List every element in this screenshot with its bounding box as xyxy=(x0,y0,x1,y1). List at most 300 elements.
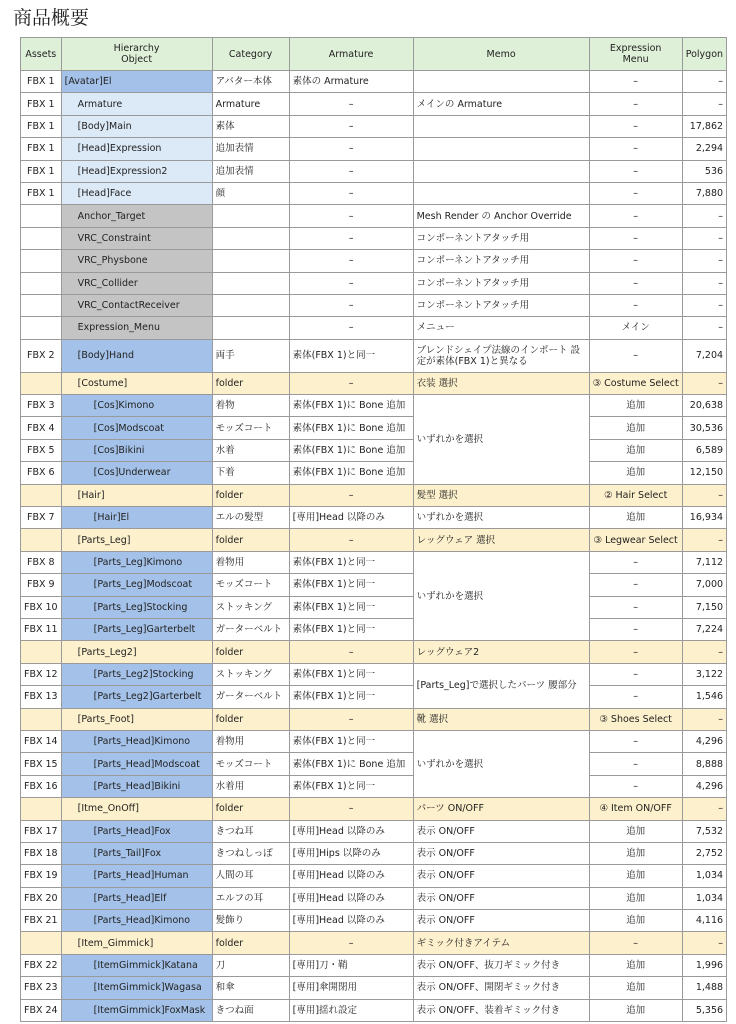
cell-expression-menu: – xyxy=(589,339,682,372)
cell-expression-menu: – xyxy=(589,730,682,752)
cell-expression-menu: 追加 xyxy=(589,439,682,461)
cell-armature: 素体(FBX 1)と同一 xyxy=(289,339,413,372)
cell-hierarchy-object: [Parts_Head]Elf xyxy=(61,887,212,909)
cell-category: エルフの耳 xyxy=(212,887,289,909)
table-row xyxy=(21,999,727,1021)
cell-hierarchy-object: VRC_Physbone xyxy=(61,250,212,272)
cell-hierarchy-object: [Head]Expression2 xyxy=(61,160,212,182)
cell-expression-menu: 追加 xyxy=(589,999,682,1021)
cell-expression-menu: – xyxy=(589,138,682,160)
cell-assets: FBX 16 xyxy=(21,775,62,797)
cell-armature: [専用]Head 以降のみ xyxy=(289,507,413,529)
cell-expression-menu: – xyxy=(589,294,682,316)
cell-polygon: 3,122 xyxy=(682,663,726,685)
cell-expression-menu: 追加 xyxy=(589,954,682,976)
cell-memo: コンポーネントアタッチ用 xyxy=(413,294,589,316)
cell-polygon: – xyxy=(682,372,726,394)
table-row xyxy=(21,820,727,842)
cell-polygon: 8,888 xyxy=(682,753,726,775)
cell-category: 着物用 xyxy=(212,551,289,573)
table-row xyxy=(21,462,727,484)
cell-hierarchy-object: VRC_Constraint xyxy=(61,227,212,249)
cell-assets: FBX 11 xyxy=(21,618,62,640)
cell-assets: FBX 19 xyxy=(21,865,62,887)
cell-memo xyxy=(413,71,589,93)
table-row xyxy=(21,798,727,820)
cell-expression-menu: – xyxy=(589,93,682,115)
table-row xyxy=(21,160,727,182)
cell-assets xyxy=(21,205,62,227)
cell-expression-menu: 追加 xyxy=(589,977,682,999)
cell-hierarchy-object: [Parts_Head]Human xyxy=(61,865,212,887)
cell-polygon: 20,638 xyxy=(682,395,726,417)
cell-polygon: 536 xyxy=(682,160,726,182)
page-title: 商品概要 xyxy=(13,7,90,29)
cell-category: 追加表情 xyxy=(212,138,289,160)
header-expression-menu: Expression Menu xyxy=(589,38,682,71)
cell-armature: 素体(FBX 1)に Bone 追加 xyxy=(289,462,413,484)
cell-expression-menu: 追加 xyxy=(589,507,682,529)
cell-assets: FBX 13 xyxy=(21,686,62,708)
cell-category: モッズコート xyxy=(212,417,289,439)
cell-assets xyxy=(21,641,62,663)
cell-assets: FBX 18 xyxy=(21,842,62,864)
cell-category: ガーターベルト xyxy=(212,618,289,640)
cell-category: 両手 xyxy=(212,339,289,372)
cell-assets: FBX 1 xyxy=(21,138,62,160)
cell-armature: 素体の Armature xyxy=(289,71,413,93)
cell-assets xyxy=(21,372,62,394)
cell-category: エルの髪型 xyxy=(212,507,289,529)
cell-assets: FBX 2 xyxy=(21,339,62,372)
cell-category: 追加表情 xyxy=(212,160,289,182)
cell-memo: 表示 ON/OFF xyxy=(413,842,589,864)
cell-armature: – xyxy=(289,641,413,663)
table-row xyxy=(21,865,727,887)
cell-hierarchy-object: [Body]Hand xyxy=(61,339,212,372)
cell-assets: FBX 6 xyxy=(21,462,62,484)
cell-hierarchy-object: [Cos]Underwear xyxy=(61,462,212,484)
cell-expression-menu: – xyxy=(589,641,682,663)
cell-category xyxy=(212,317,289,339)
cell-memo: 表示 ON/OFF、抜刀ギミック付き xyxy=(413,954,589,976)
cell-assets: FBX 1 xyxy=(21,160,62,182)
cell-category: folder xyxy=(212,932,289,954)
cell-armature: 素体(FBX 1)に Bone 追加 xyxy=(289,439,413,461)
cell-memo: [Parts_Leg]で選択したパーツ 腰部分 xyxy=(413,663,589,708)
cell-hierarchy-object: VRC_Collider xyxy=(61,272,212,294)
cell-hierarchy-object: Anchor_Target xyxy=(61,205,212,227)
cell-memo: コンポーネントアタッチ用 xyxy=(413,272,589,294)
cell-memo: Mesh Render の Anchor Override xyxy=(413,205,589,227)
cell-memo: メニュー xyxy=(413,317,589,339)
table-row xyxy=(21,730,727,752)
cell-assets: FBX 17 xyxy=(21,820,62,842)
table-row xyxy=(21,439,727,461)
cell-category: きつね面 xyxy=(212,999,289,1021)
cell-armature: 素体(FBX 1)と同一 xyxy=(289,775,413,797)
cell-category xyxy=(212,227,289,249)
cell-category: 水着用 xyxy=(212,775,289,797)
cell-armature: – xyxy=(289,227,413,249)
cell-memo: いずれかを選択 xyxy=(413,730,589,797)
table-row xyxy=(21,294,727,316)
table-row xyxy=(21,484,727,506)
table-row xyxy=(21,205,727,227)
cell-expression-menu: – xyxy=(589,932,682,954)
cell-armature: 素体(FBX 1)と同一 xyxy=(289,618,413,640)
cell-category: きつね耳 xyxy=(212,820,289,842)
cell-polygon: 12,150 xyxy=(682,462,726,484)
cell-hierarchy-object: [ItemGimmick]Wagasa xyxy=(61,977,212,999)
cell-hierarchy-object: [Parts_Leg2]Garterbelt xyxy=(61,686,212,708)
cell-hierarchy-object: [Costume] xyxy=(61,372,212,394)
cell-hierarchy-object: [Cos]Kimono xyxy=(61,395,212,417)
cell-expression-menu: – xyxy=(589,686,682,708)
table-row xyxy=(21,663,727,685)
cell-category: folder xyxy=(212,641,289,663)
table-row xyxy=(21,954,727,976)
table-body xyxy=(21,71,727,1022)
cell-polygon: – xyxy=(682,205,726,227)
table-row xyxy=(21,182,727,204)
cell-hierarchy-object: [Parts_Head]Bikini xyxy=(61,775,212,797)
table-row xyxy=(21,887,727,909)
cell-polygon: – xyxy=(682,641,726,663)
cell-polygon: 6,589 xyxy=(682,439,726,461)
cell-expression-menu: 追加 xyxy=(589,395,682,417)
cell-polygon: 7,532 xyxy=(682,820,726,842)
cell-expression-menu: – xyxy=(589,574,682,596)
cell-expression-menu: – xyxy=(589,71,682,93)
table-row xyxy=(21,932,727,954)
cell-assets: FBX 1 xyxy=(21,93,62,115)
cell-expression-menu: – xyxy=(589,115,682,137)
cell-category: 着物用 xyxy=(212,730,289,752)
cell-assets xyxy=(21,484,62,506)
cell-assets xyxy=(21,294,62,316)
cell-armature: – xyxy=(289,205,413,227)
cell-memo: 衣装 選択 xyxy=(413,372,589,394)
cell-polygon: 30,536 xyxy=(682,417,726,439)
cell-armature: [専用]傘開閉用 xyxy=(289,977,413,999)
header-memo: Memo xyxy=(413,38,589,71)
cell-hierarchy-object: [Parts_Leg]Kimono xyxy=(61,551,212,573)
cell-memo: レッグウェア2 xyxy=(413,641,589,663)
cell-memo xyxy=(413,115,589,137)
cell-armature: – xyxy=(289,160,413,182)
table-row xyxy=(21,618,727,640)
cell-polygon: 1,034 xyxy=(682,887,726,909)
cell-polygon: 7,204 xyxy=(682,339,726,372)
cell-memo: 表示 ON/OFF、装着ギミック付き xyxy=(413,999,589,1021)
cell-expression-menu: 追加 xyxy=(589,865,682,887)
cell-category: 人間の耳 xyxy=(212,865,289,887)
cell-polygon: – xyxy=(682,317,726,339)
cell-expression-menu: ③ Legwear Select xyxy=(589,529,682,551)
header-assets: Assets xyxy=(21,38,62,71)
cell-armature: – xyxy=(289,529,413,551)
cell-armature: 素体(FBX 1)に Bone 追加 xyxy=(289,417,413,439)
cell-expression-menu: – xyxy=(589,663,682,685)
cell-armature: – xyxy=(289,272,413,294)
cell-expression-menu: – xyxy=(589,205,682,227)
table-row xyxy=(21,250,727,272)
header-category: Category xyxy=(212,38,289,71)
cell-polygon: 1,488 xyxy=(682,977,726,999)
cell-polygon: 1,034 xyxy=(682,865,726,887)
cell-assets: FBX 1 xyxy=(21,71,62,93)
cell-assets: FBX 3 xyxy=(21,395,62,417)
table-row xyxy=(21,708,727,730)
cell-assets: FBX 4 xyxy=(21,417,62,439)
cell-armature: – xyxy=(289,798,413,820)
cell-memo: ギミック付きアイテム xyxy=(413,932,589,954)
header-polygon: Polygon xyxy=(682,38,726,71)
cell-hierarchy-object: [Itme_OnOff] xyxy=(61,798,212,820)
cell-expression-menu: ③ Costume Select xyxy=(589,372,682,394)
cell-assets: FBX 1 xyxy=(21,182,62,204)
cell-expression-menu: – xyxy=(589,272,682,294)
cell-expression-menu: – xyxy=(589,618,682,640)
cell-hierarchy-object: [Avatar]El xyxy=(61,71,212,93)
cell-expression-menu: – xyxy=(589,775,682,797)
cell-expression-menu: – xyxy=(589,227,682,249)
cell-assets: FBX 7 xyxy=(21,507,62,529)
cell-category xyxy=(212,250,289,272)
cell-hierarchy-object: VRC_ContactReceiver xyxy=(61,294,212,316)
cell-memo: コンポーネントアタッチ用 xyxy=(413,250,589,272)
cell-memo: コンポーネントアタッチ用 xyxy=(413,227,589,249)
cell-assets: FBX 5 xyxy=(21,439,62,461)
cell-category: folder xyxy=(212,372,289,394)
cell-memo: パーツ ON/OFF xyxy=(413,798,589,820)
cell-category: folder xyxy=(212,798,289,820)
cell-polygon: 2,294 xyxy=(682,138,726,160)
cell-hierarchy-object: [Parts_Head]Kimono xyxy=(61,910,212,932)
table-row xyxy=(21,596,727,618)
cell-polygon: – xyxy=(682,272,726,294)
cell-category: 顔 xyxy=(212,182,289,204)
cell-armature: – xyxy=(289,932,413,954)
table-header-row xyxy=(21,38,727,71)
table-row xyxy=(21,372,727,394)
cell-category: ストッキング xyxy=(212,596,289,618)
cell-category: ストッキング xyxy=(212,663,289,685)
cell-polygon: – xyxy=(682,932,726,954)
table-row xyxy=(21,529,727,551)
cell-memo: 表示 ON/OFF xyxy=(413,865,589,887)
table-row xyxy=(21,93,727,115)
cell-assets xyxy=(21,529,62,551)
cell-memo: 表示 ON/OFF、開閉ギミック付き xyxy=(413,977,589,999)
cell-hierarchy-object: Expression_Menu xyxy=(61,317,212,339)
cell-hierarchy-object: [Head]Face xyxy=(61,182,212,204)
cell-armature: 素体(FBX 1)と同一 xyxy=(289,596,413,618)
cell-assets: FBX 15 xyxy=(21,753,62,775)
table-row xyxy=(21,641,727,663)
cell-category: folder xyxy=(212,529,289,551)
cell-polygon: 16,934 xyxy=(682,507,726,529)
cell-hierarchy-object: [Head]Expression xyxy=(61,138,212,160)
table-row xyxy=(21,115,727,137)
cell-memo: 靴 選択 xyxy=(413,708,589,730)
cell-polygon: 1,546 xyxy=(682,686,726,708)
cell-category: モッズコート xyxy=(212,574,289,596)
cell-category: 和傘 xyxy=(212,977,289,999)
cell-armature: – xyxy=(289,708,413,730)
cell-assets: FBX 1 xyxy=(21,115,62,137)
cell-polygon: – xyxy=(682,250,726,272)
cell-hierarchy-object: [ItemGimmick]Katana xyxy=(61,954,212,976)
cell-category: ガーターベルト xyxy=(212,686,289,708)
cell-category: 刀 xyxy=(212,954,289,976)
cell-armature: – xyxy=(289,294,413,316)
table-row xyxy=(21,339,727,372)
table-row xyxy=(21,686,727,708)
cell-category: きつねしっぽ xyxy=(212,842,289,864)
cell-armature: – xyxy=(289,484,413,506)
cell-polygon: 7,112 xyxy=(682,551,726,573)
table-row xyxy=(21,842,727,864)
cell-polygon: – xyxy=(682,294,726,316)
table-row xyxy=(21,551,727,573)
cell-expression-menu: ③ Shoes Select xyxy=(589,708,682,730)
cell-hierarchy-object: Armature xyxy=(61,93,212,115)
cell-hierarchy-object: [Parts_Foot] xyxy=(61,708,212,730)
cell-assets: FBX 21 xyxy=(21,910,62,932)
table-row xyxy=(21,317,727,339)
cell-memo: 髪型 選択 xyxy=(413,484,589,506)
cell-hierarchy-object: [Parts_Head]Modscoat xyxy=(61,753,212,775)
cell-category xyxy=(212,205,289,227)
cell-assets: FBX 22 xyxy=(21,954,62,976)
cell-category: 水着 xyxy=(212,439,289,461)
cell-memo: ブレンドシェイプ法線のインポート 設定が素体(FBX 1)と異なる xyxy=(413,339,589,372)
cell-memo xyxy=(413,182,589,204)
table-row xyxy=(21,977,727,999)
cell-polygon: 4,296 xyxy=(682,775,726,797)
cell-category: アバター本体 xyxy=(212,71,289,93)
cell-category: folder xyxy=(212,484,289,506)
cell-polygon: – xyxy=(682,484,726,506)
cell-assets xyxy=(21,250,62,272)
cell-expression-menu: – xyxy=(589,753,682,775)
cell-assets: FBX 14 xyxy=(21,730,62,752)
cell-hierarchy-object: [Parts_Leg]Garterbelt xyxy=(61,618,212,640)
cell-assets xyxy=(21,798,62,820)
cell-memo xyxy=(413,160,589,182)
cell-polygon: 4,116 xyxy=(682,910,726,932)
cell-memo: 表示 ON/OFF xyxy=(413,910,589,932)
cell-expression-menu: ② Hair Select xyxy=(589,484,682,506)
cell-memo: 表示 ON/OFF xyxy=(413,887,589,909)
cell-armature: 素体(FBX 1)と同一 xyxy=(289,663,413,685)
cell-polygon: – xyxy=(682,708,726,730)
cell-armature: – xyxy=(289,138,413,160)
table-row xyxy=(21,417,727,439)
cell-armature: [専用]Head 以降のみ xyxy=(289,887,413,909)
cell-expression-menu: ④ Item ON/OFF xyxy=(589,798,682,820)
cell-armature: 素体(FBX 1)と同一 xyxy=(289,686,413,708)
cell-category xyxy=(212,294,289,316)
cell-polygon: 2,752 xyxy=(682,842,726,864)
cell-memo: いずれかを選択 xyxy=(413,551,589,641)
cell-assets: FBX 23 xyxy=(21,977,62,999)
table-row xyxy=(21,272,727,294)
cell-category: Armature xyxy=(212,93,289,115)
cell-hierarchy-object: [Parts_Leg] xyxy=(61,529,212,551)
cell-armature: – xyxy=(289,115,413,137)
cell-assets: FBX 8 xyxy=(21,551,62,573)
cell-armature: – xyxy=(289,250,413,272)
cell-hierarchy-object: [Hair] xyxy=(61,484,212,506)
table-row xyxy=(21,507,727,529)
cell-assets xyxy=(21,932,62,954)
cell-expression-menu: 追加 xyxy=(589,417,682,439)
cell-polygon: 7,224 xyxy=(682,618,726,640)
cell-hierarchy-object: [ItemGimmick]FoxMask xyxy=(61,999,212,1021)
cell-assets xyxy=(21,317,62,339)
cell-polygon: 5,356 xyxy=(682,999,726,1021)
table-row xyxy=(21,395,727,417)
cell-expression-menu: 追加 xyxy=(589,842,682,864)
cell-polygon: 17,862 xyxy=(682,115,726,137)
cell-armature: [専用]刀・鞘 xyxy=(289,954,413,976)
cell-hierarchy-object: [Parts_Leg2] xyxy=(61,641,212,663)
cell-polygon: – xyxy=(682,529,726,551)
cell-expression-menu: 追加 xyxy=(589,462,682,484)
table-row xyxy=(21,775,727,797)
table-row xyxy=(21,227,727,249)
cell-armature: – xyxy=(289,182,413,204)
cell-expression-menu: 追加 xyxy=(589,887,682,909)
cell-assets xyxy=(21,227,62,249)
cell-assets xyxy=(21,708,62,730)
cell-assets: FBX 9 xyxy=(21,574,62,596)
table-row xyxy=(21,71,727,93)
cell-armature: 素体(FBX 1)に Bone 追加 xyxy=(289,753,413,775)
cell-armature: – xyxy=(289,372,413,394)
cell-armature: 素体(FBX 1)と同一 xyxy=(289,551,413,573)
cell-memo: いずれかを選択 xyxy=(413,395,589,485)
cell-expression-menu: – xyxy=(589,250,682,272)
table-row xyxy=(21,910,727,932)
cell-polygon: 7,150 xyxy=(682,596,726,618)
cell-assets: FBX 10 xyxy=(21,596,62,618)
cell-expression-menu: – xyxy=(589,596,682,618)
product-overview-table xyxy=(20,37,727,1022)
cell-category: 素体 xyxy=(212,115,289,137)
cell-category xyxy=(212,272,289,294)
cell-hierarchy-object: [Cos]Bikini xyxy=(61,439,212,461)
cell-polygon: 4,296 xyxy=(682,730,726,752)
cell-hierarchy-object: [Parts_Head]Kimono xyxy=(61,730,212,752)
cell-armature: 素体(FBX 1)と同一 xyxy=(289,730,413,752)
cell-polygon: – xyxy=(682,93,726,115)
cell-assets: FBX 24 xyxy=(21,999,62,1021)
cell-hierarchy-object: [Item_Gimmick] xyxy=(61,932,212,954)
cell-expression-menu: – xyxy=(589,160,682,182)
cell-armature: – xyxy=(289,93,413,115)
header-hierarchy: Hierarchy Object xyxy=(61,38,212,71)
cell-expression-menu: – xyxy=(589,551,682,573)
cell-category: 下着 xyxy=(212,462,289,484)
cell-armature: [専用]Hips 以降のみ xyxy=(289,842,413,864)
cell-hierarchy-object: [Body]Main xyxy=(61,115,212,137)
cell-polygon: – xyxy=(682,227,726,249)
cell-polygon: 7,000 xyxy=(682,574,726,596)
